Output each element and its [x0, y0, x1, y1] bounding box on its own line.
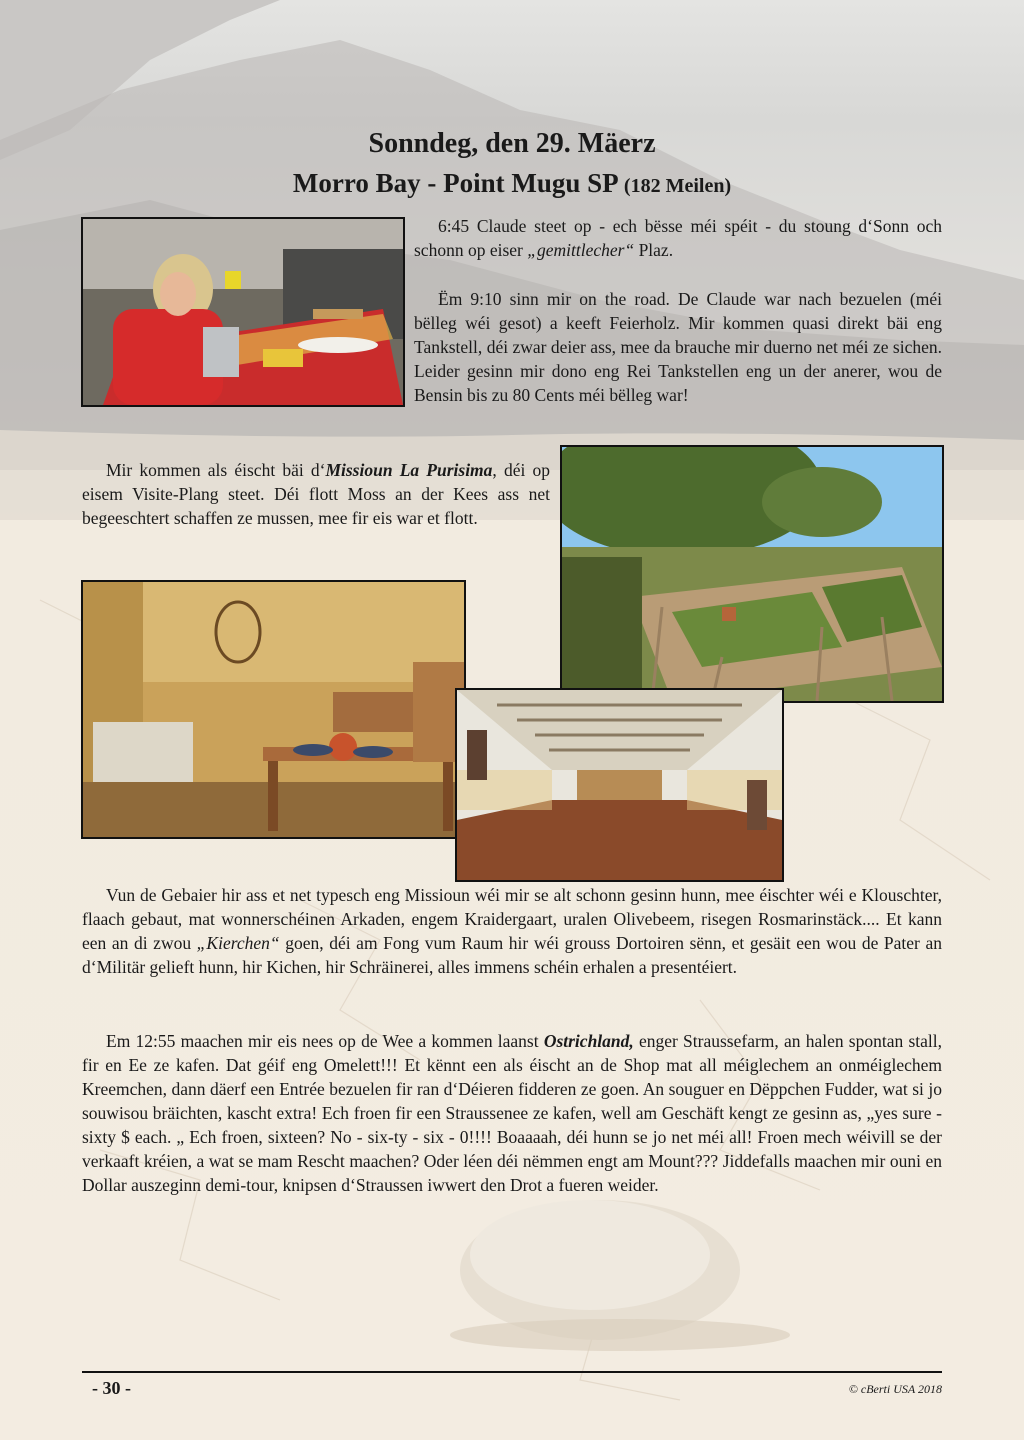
paragraph-morning-tail: Plaz.: [634, 240, 674, 260]
page-title: Sonndeg, den 29. Mäerz: [368, 128, 656, 159]
mission-name: Missioun La Purisima: [325, 460, 493, 480]
paragraph-mission-lead: Mir kommen als éischt bäi d‘: [106, 460, 326, 480]
paragraph-ostrich-tail: enger Straussefarm, an halen spontan stall, fir en Ee ze kafen. Dat géif eng Omelett!!! Et kënnt een als éischt an de Shop mat all méiglechem an onméiglechem Kreemchen, dann däerf een Entrée bezuelen fir ran d‘Déieren fidderen ze goen. An souguer en Dëppchen Fudder, wat si jo souwisou bräichten, kascht extra! Ech froen fir een Straussenee ze kafen, well am Geschäft kengt ze gesinn as, „yes sure - sixty $ each. „ Ech froen, sixteen? No - six-ty - six - 0!!!! Boaaaah, déi hunn se jo net méi all! Froen mech wéivill se der verkaaft kréien, a wat se mam Rescht maachen? Oder léen déi nëmmen engt am Mount??? Jiddefalls maachen mir ouni en Dollar auszeginn demi-tour, knipsen d‘Straussen iwwert den Drot a fueren weider.: [82, 1031, 942, 1195]
paragraph-morning: [414, 214, 942, 262]
paragraph-buildings-italic: „Kierchen“: [196, 933, 280, 953]
footer-divider: [82, 1371, 942, 1373]
route-start: Morro Bay: [292, 168, 421, 198]
paragraph-morning-text: 6:45 Claude steet op - ech bësse méi spéit - du stoung d‘Sonn och schonn op eiser: [414, 216, 942, 260]
paragraph-mission-tail: , déi op eisem Visite-Plang steet. Déi flott Moss an der Kees ass net begeeschtert schaffen ze mussen, mee fir eis war et flott.: [82, 460, 550, 528]
route-subtitle: [0, 168, 1024, 199]
paragraph-morning-italic: „gemittlecher“: [527, 240, 635, 260]
ostrichland-name: Ostrichland,: [543, 1031, 634, 1051]
paragraph-ostrich-farm: [82, 1029, 942, 1197]
route-end: Point Mugu SP: [443, 168, 618, 198]
photo-breakfast: [81, 217, 405, 407]
photo-mission-garden: [560, 445, 944, 703]
paragraph-buildings-lead: Vun de Gebaier hir ass et net typesch eng Missioun wéi mir se alt schonn gesinn hunn, mee éischter wéi e Klouschter, flaach gebaut, mat wonnerschéinen Arkaden, engem Kraidergaart, uralen Olivebeem, risegen Rosmarinstäck.... Et kann een an di zwou: [82, 885, 942, 953]
photo-mission-kitchen: [81, 580, 466, 839]
route-separator: -: [420, 168, 444, 198]
page-number: - 30 -: [92, 1378, 131, 1398]
paragraph-mission: [82, 458, 550, 530]
paragraph-ostrich-lead: Em 12:55 maachen mir eis nees op de Wee a kommen laanst: [106, 1031, 544, 1051]
paragraph-road: Ëm 9:10 sinn mir on the road. De Claude war nach bezuelen (méi bëlleg wéi gesot) a keeft Feierholz. Mir kommen quasi direkt bäi eng Tankstell, déi zwar deier ass, mee da brauche mir duerno net méi ze sichen. Leider gesinn mir dono eng Rei Tankstellen eng un der anerer, wou de Bensin bis zu 80 Cents méi bëlleg war!: [414, 289, 942, 405]
paragraph-buildings: [82, 883, 942, 979]
copyright-notice: © cBerti USA 2018: [848, 1382, 942, 1396]
route-distance: (182 Meilen): [623, 175, 732, 197]
paragraph-buildings-tail: goen, déi am Fong vum Raum hir wéi grouss Dortoiren sënn, et gesäit een wou de Pater an d‘Militär gelieft hunn, hir Kichen, hir Schräinerei, alles immens schéin erhalen a presentéiert.: [82, 933, 942, 977]
photo-mission-church: [455, 688, 784, 882]
